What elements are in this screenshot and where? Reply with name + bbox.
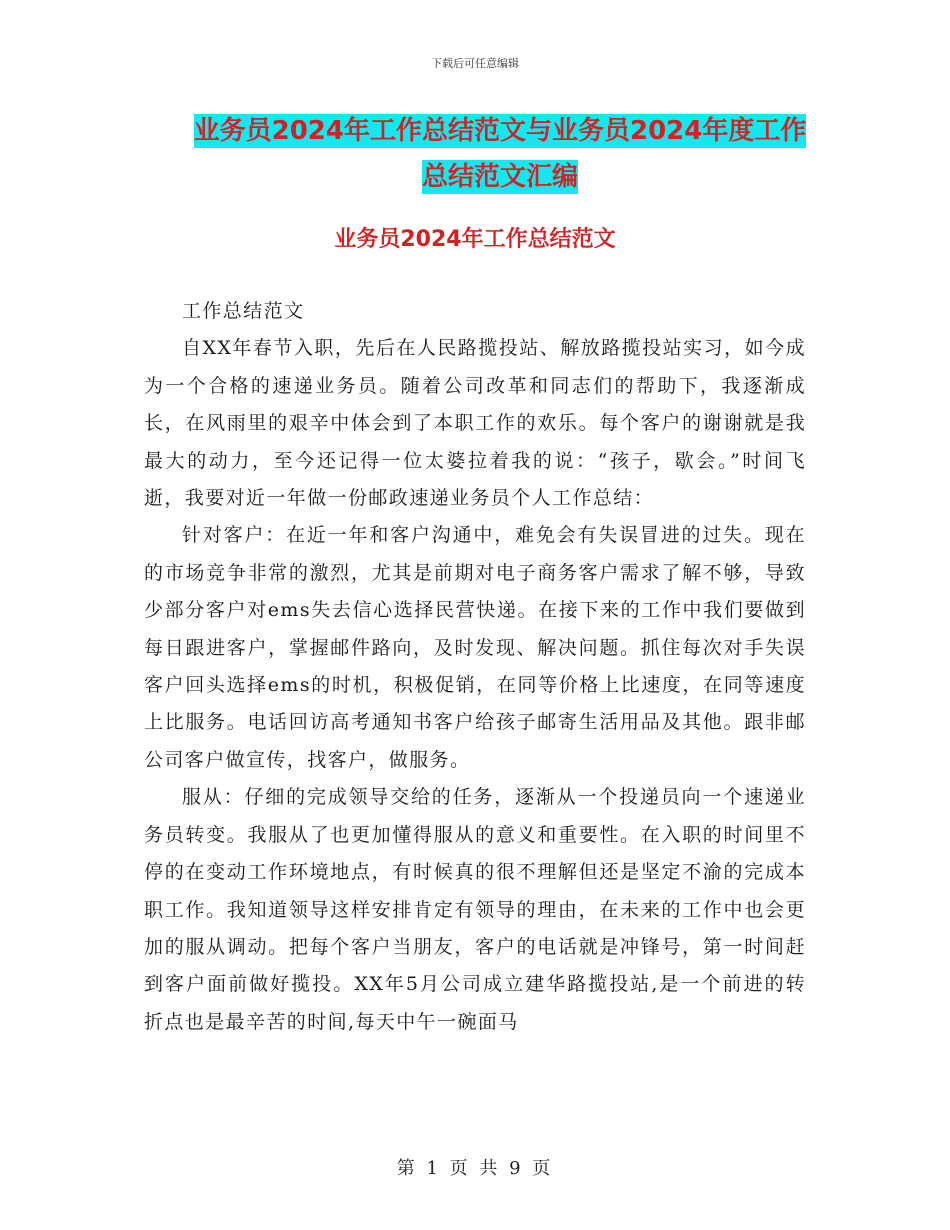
paragraph: 工作总结范文 <box>182 300 305 322</box>
header-note: 下载后可任意编辑 <box>431 57 519 70</box>
paragraph: 针对客户：在近一年和客户沟通中，难免会有失误冒进的过失。现在的市场竞争非常的激烈，尤其是前期对电子商务客户需求了解不够，导致少部分客户对ems失去信心选择民营快递。在接下来的工作中我们要做到每日跟进客户，掌握邮件路向，及时发现、解决问题。抓住每次对手失误客户回头选择ems的时机，积极促销，在同等价格上比速度，在同等速度上比服务。电话回访高考通知书客户给孩子邮寄生活用品及其他。跟非邮公司客户做宣传，找客户，做服务。 <box>144 524 806 771</box>
section-title: 业务员2024年工作总结范文 <box>334 227 616 252</box>
paragraph: 自XX年春节入职，先后在人民路揽投站、解放路揽投站实习，如今成为一个合格的速递业务员。随着公司改革和同志们的帮助下，我逐渐成长，在风雨里的艰辛中体会到了本职工作的欢乐。每个客户的谢谢就是我最大的动力，至今还记得一位太婆拉着我的说：“孩子，歇会。”时间飞逝，我要对近一年做一份邮政速递业务员个人工作总结： <box>144 337 806 510</box>
document-title-line1: 业务员2024年工作总结范文与业务员2024年度工作 <box>193 116 807 146</box>
paragraph: 服从：仔细的完成领导交给的任务，逐渐从一个投递员向一个速递业务员转变。我服从了也更加懂得服从的意义和重要性。在入职的时间里不停的在变动工作环境地点，有时候真的很不理解但还是坚定不渝的完成本职工作。我知道领导这样安排肯定有领导的理由，在未来的工作中也会更加的服从调动。把每个客户当朋友，客户的电话就是冲锋号，第一时间赶到客户面前做好揽投。XX年5月公司成立建华路揽投站,是一个前进的转折点也是最辛苦的时间,每天中午一碗面马 <box>144 786 806 1033</box>
page-number: 第 1 页 共 9 页 <box>396 1158 554 1179</box>
document-body <box>144 293 806 1041</box>
document-title-line2: 总结范文汇编 <box>421 162 578 192</box>
document-title <box>150 108 850 200</box>
